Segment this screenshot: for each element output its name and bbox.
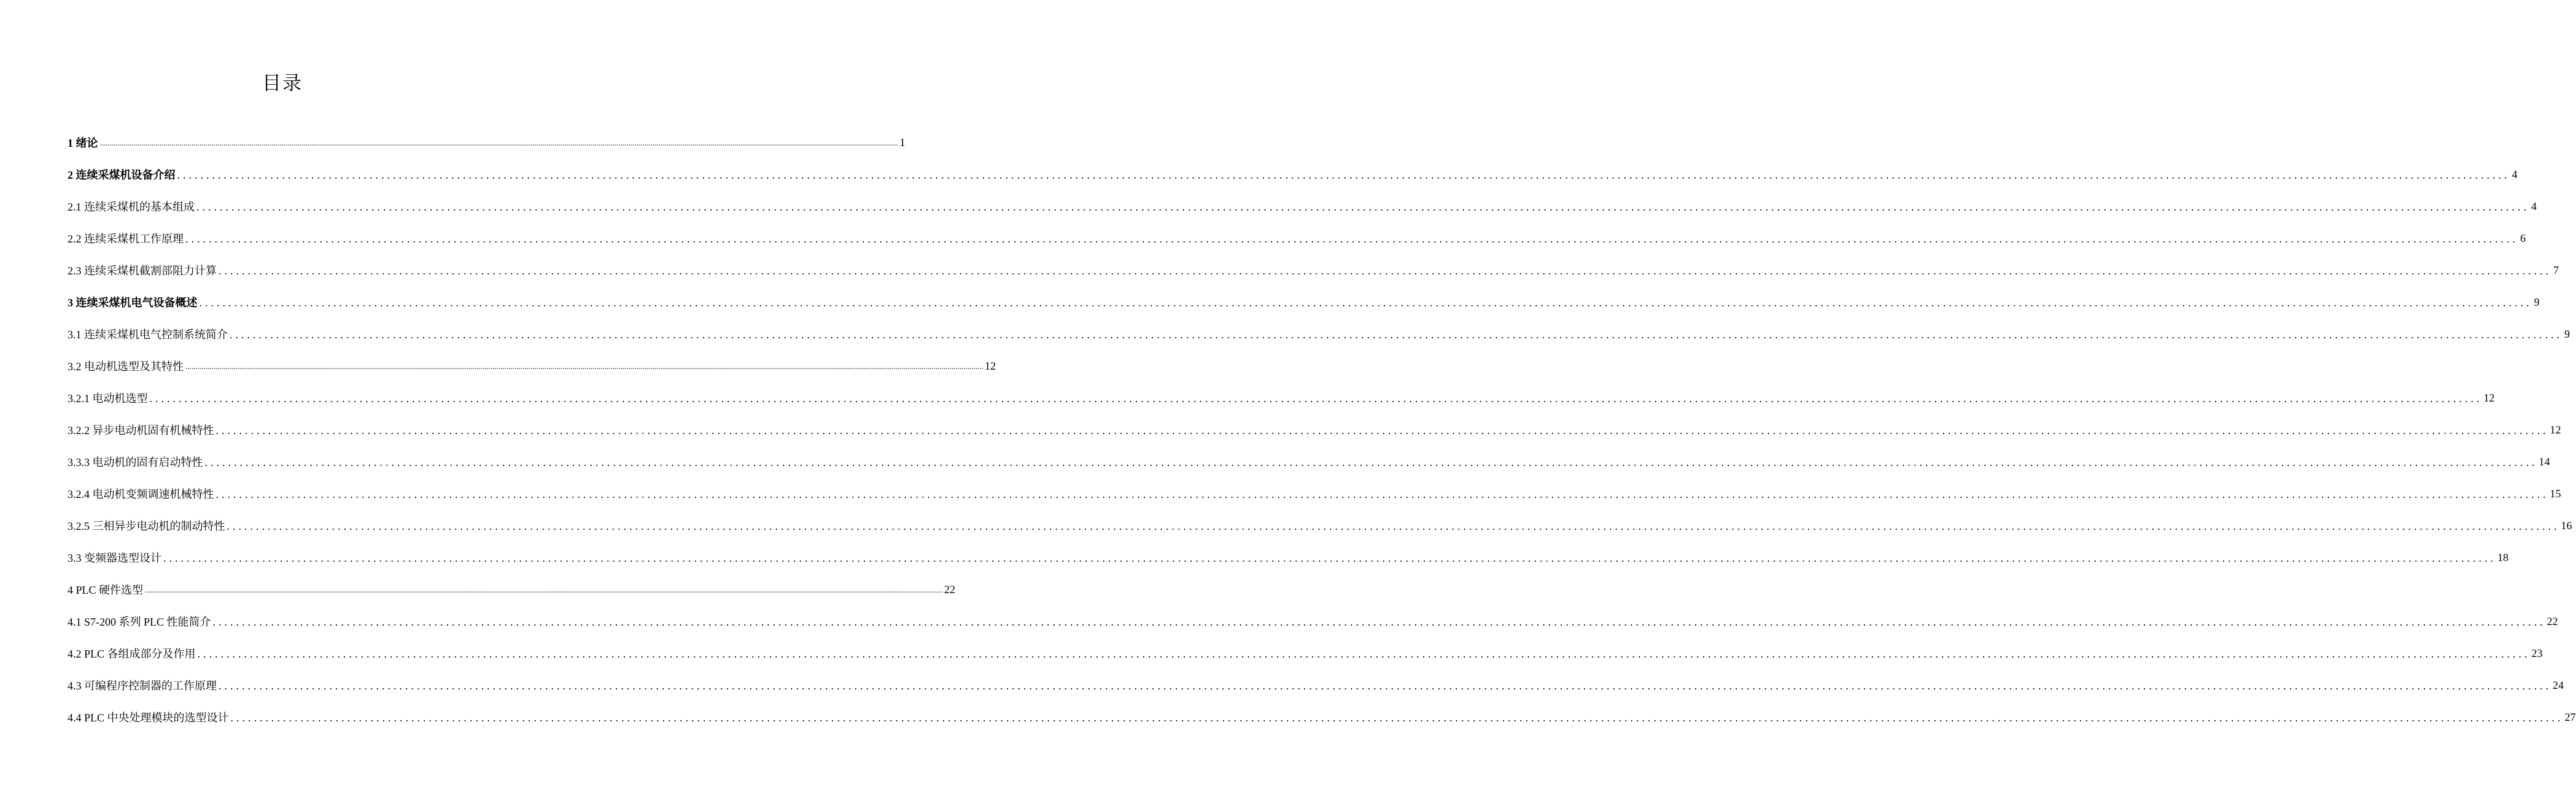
toc-page-number: 7 xyxy=(2553,263,2559,276)
toc-entry-label: 2.2 连续采煤机工作原理 xyxy=(68,233,184,245)
toc-dot-leader: ................................................................................................................................................................................................................................................................................................................................................................................................................ xyxy=(163,552,2496,564)
toc-entry[interactable] xyxy=(68,190,2537,222)
toc-entry-label: 2 连续采煤机设备介绍 xyxy=(68,169,176,181)
toc-page-number: 4 xyxy=(2512,168,2518,181)
toc-entry[interactable] xyxy=(68,222,2526,254)
toc-dot-leader: ................................................................................................................................................................................................................................................................................................................................................................................................................ xyxy=(185,233,2518,245)
toc-entry-label: 3.3 变频器选型设计 xyxy=(68,552,161,564)
toc-entry[interactable] xyxy=(68,126,906,158)
toc-dot-leader: ................................................................................................................................................................................................................................................................................................................................................................................................................ xyxy=(212,616,2546,628)
toc-dot-leader: ................................................................................................................................................................................................................................................................................................................................................................................................................ xyxy=(199,297,2532,309)
toc-page-number: 15 xyxy=(2550,487,2561,500)
toc-entry-label: 2.1 连续采煤机的基本组成 xyxy=(68,201,195,213)
toc-page-number: 4 xyxy=(2531,200,2537,212)
toc-entry-label: 4.1 S7-200 系列 PLC 性能简介 xyxy=(68,616,211,628)
toc-entry[interactable] xyxy=(68,542,2508,573)
toc-page-number: 23 xyxy=(2531,647,2543,659)
toc-entry-label: 4.2 PLC 各组成部分及作用 xyxy=(68,648,196,660)
toc-entry[interactable] xyxy=(68,158,2518,190)
toc-entry-label: 3.2.4 电动机变频调速机械特性 xyxy=(68,488,214,500)
toc-page-number: 16 xyxy=(2561,519,2572,532)
toc-dot-leader: ................................................................................................................................................................................................................................................................................................................................................................................................................ xyxy=(177,169,2510,181)
toc-page-number: 22 xyxy=(944,583,956,596)
toc-entry[interactable] xyxy=(68,701,2576,733)
toc-entry-label: 2.3 连续采煤机截割部阻力计算 xyxy=(68,265,217,277)
toc-entry-label: 3 连续采煤机电气设备概述 xyxy=(68,297,198,309)
toc-dot-leader: ................................................................................................................................................................................................................................................................................................................................................................................................................ xyxy=(230,328,2562,341)
toc-entry[interactable] xyxy=(68,510,2572,542)
toc-dot-leader: ................................................................................................................................................................................................................................................................................................................................................................................................................ xyxy=(99,138,898,147)
toc-entry[interactable] xyxy=(68,254,2559,286)
toc-entry[interactable] xyxy=(68,350,996,382)
toc-entry[interactable] xyxy=(68,637,2543,669)
toc-entry[interactable] xyxy=(68,286,2540,318)
toc-dot-leader: ................................................................................................................................................................................................................................................................................................................................................................................................................ xyxy=(145,585,944,594)
table-of-contents xyxy=(68,126,2576,733)
toc-entry[interactable] xyxy=(68,605,2558,637)
toc-dot-leader: ................................................................................................................................................................................................................................................................................................................................................................................................................ xyxy=(219,680,2551,692)
toc-entry-label: 4 PLC 硬件选型 xyxy=(68,584,144,596)
toc-dot-leader: ................................................................................................................................................................................................................................................................................................................................................................................................................ xyxy=(227,520,2560,532)
toc-dot-leader: ................................................................................................................................................................................................................................................................................................................................................................................................................ xyxy=(149,392,2483,405)
toc-page-number: 12 xyxy=(985,359,996,372)
toc-entry[interactable] xyxy=(68,446,2550,478)
toc-entry-label: 4.3 可编程序控制器的工作原理 xyxy=(68,680,217,692)
toc-entry[interactable] xyxy=(68,318,2570,350)
toc-entry-label: 3.2.2 异步电动机固有机械特性 xyxy=(68,424,214,437)
toc-entry-label: 1 绪论 xyxy=(68,137,98,149)
toc-page-number: 24 xyxy=(2553,678,2564,691)
toc-entry-label: 3.2 电动机选型及其特性 xyxy=(68,360,184,373)
toc-dot-leader: ................................................................................................................................................................................................................................................................................................................................................................................................................ xyxy=(197,648,2531,660)
toc-dot-leader: ................................................................................................................................................................................................................................................................................................................................................................................................................ xyxy=(230,712,2564,724)
toc-entry[interactable] xyxy=(68,414,2561,446)
toc-page-number: 12 xyxy=(2483,391,2495,404)
toc-entry-label: 3.1 连续采煤机电气控制系统简介 xyxy=(68,328,228,341)
toc-dot-leader: ................................................................................................................................................................................................................................................................................................................................................................................................................ xyxy=(219,265,2551,277)
toc-entry[interactable] xyxy=(68,382,2495,414)
page-title: 目录 xyxy=(262,72,303,95)
toc-page-number: 14 xyxy=(2539,455,2550,468)
toc-entry[interactable] xyxy=(68,573,956,605)
toc-dot-leader: ................................................................................................................................................................................................................................................................................................................................................................................................................ xyxy=(215,424,2549,437)
toc-dot-leader: ................................................................................................................................................................................................................................................................................................................................................................................................................ xyxy=(185,362,983,371)
toc-page-number: 22 xyxy=(2547,615,2558,627)
toc-page-number: 6 xyxy=(2520,231,2526,244)
toc-page-number: 9 xyxy=(2564,327,2570,340)
toc-entry-label: 3.3.3 电动机的固有启动特性 xyxy=(68,456,203,468)
toc-page-number: 27 xyxy=(2564,710,2576,723)
toc-entry-label: 4.4 PLC 中央处理模块的选型设计 xyxy=(68,712,229,724)
toc-page-number: 18 xyxy=(2497,551,2508,564)
toc-dot-leader: ................................................................................................................................................................................................................................................................................................................................................................................................................ xyxy=(196,201,2529,213)
toc-entry-label: 3.2.5 三相异步电动机的制动特性 xyxy=(68,520,225,532)
toc-page-number: 1 xyxy=(899,136,906,149)
toc-page-number: 12 xyxy=(2550,423,2561,436)
toc-dot-leader: ................................................................................................................................................................................................................................................................................................................................................................................................................ xyxy=(215,488,2549,500)
toc-page-number: 9 xyxy=(2534,295,2540,308)
toc-dot-leader: ................................................................................................................................................................................................................................................................................................................................................................................................................ xyxy=(204,456,2538,468)
toc-entry-label: 3.2.1 电动机选型 xyxy=(68,392,148,405)
toc-entry[interactable] xyxy=(68,478,2561,510)
toc-entry[interactable] xyxy=(68,669,2564,701)
